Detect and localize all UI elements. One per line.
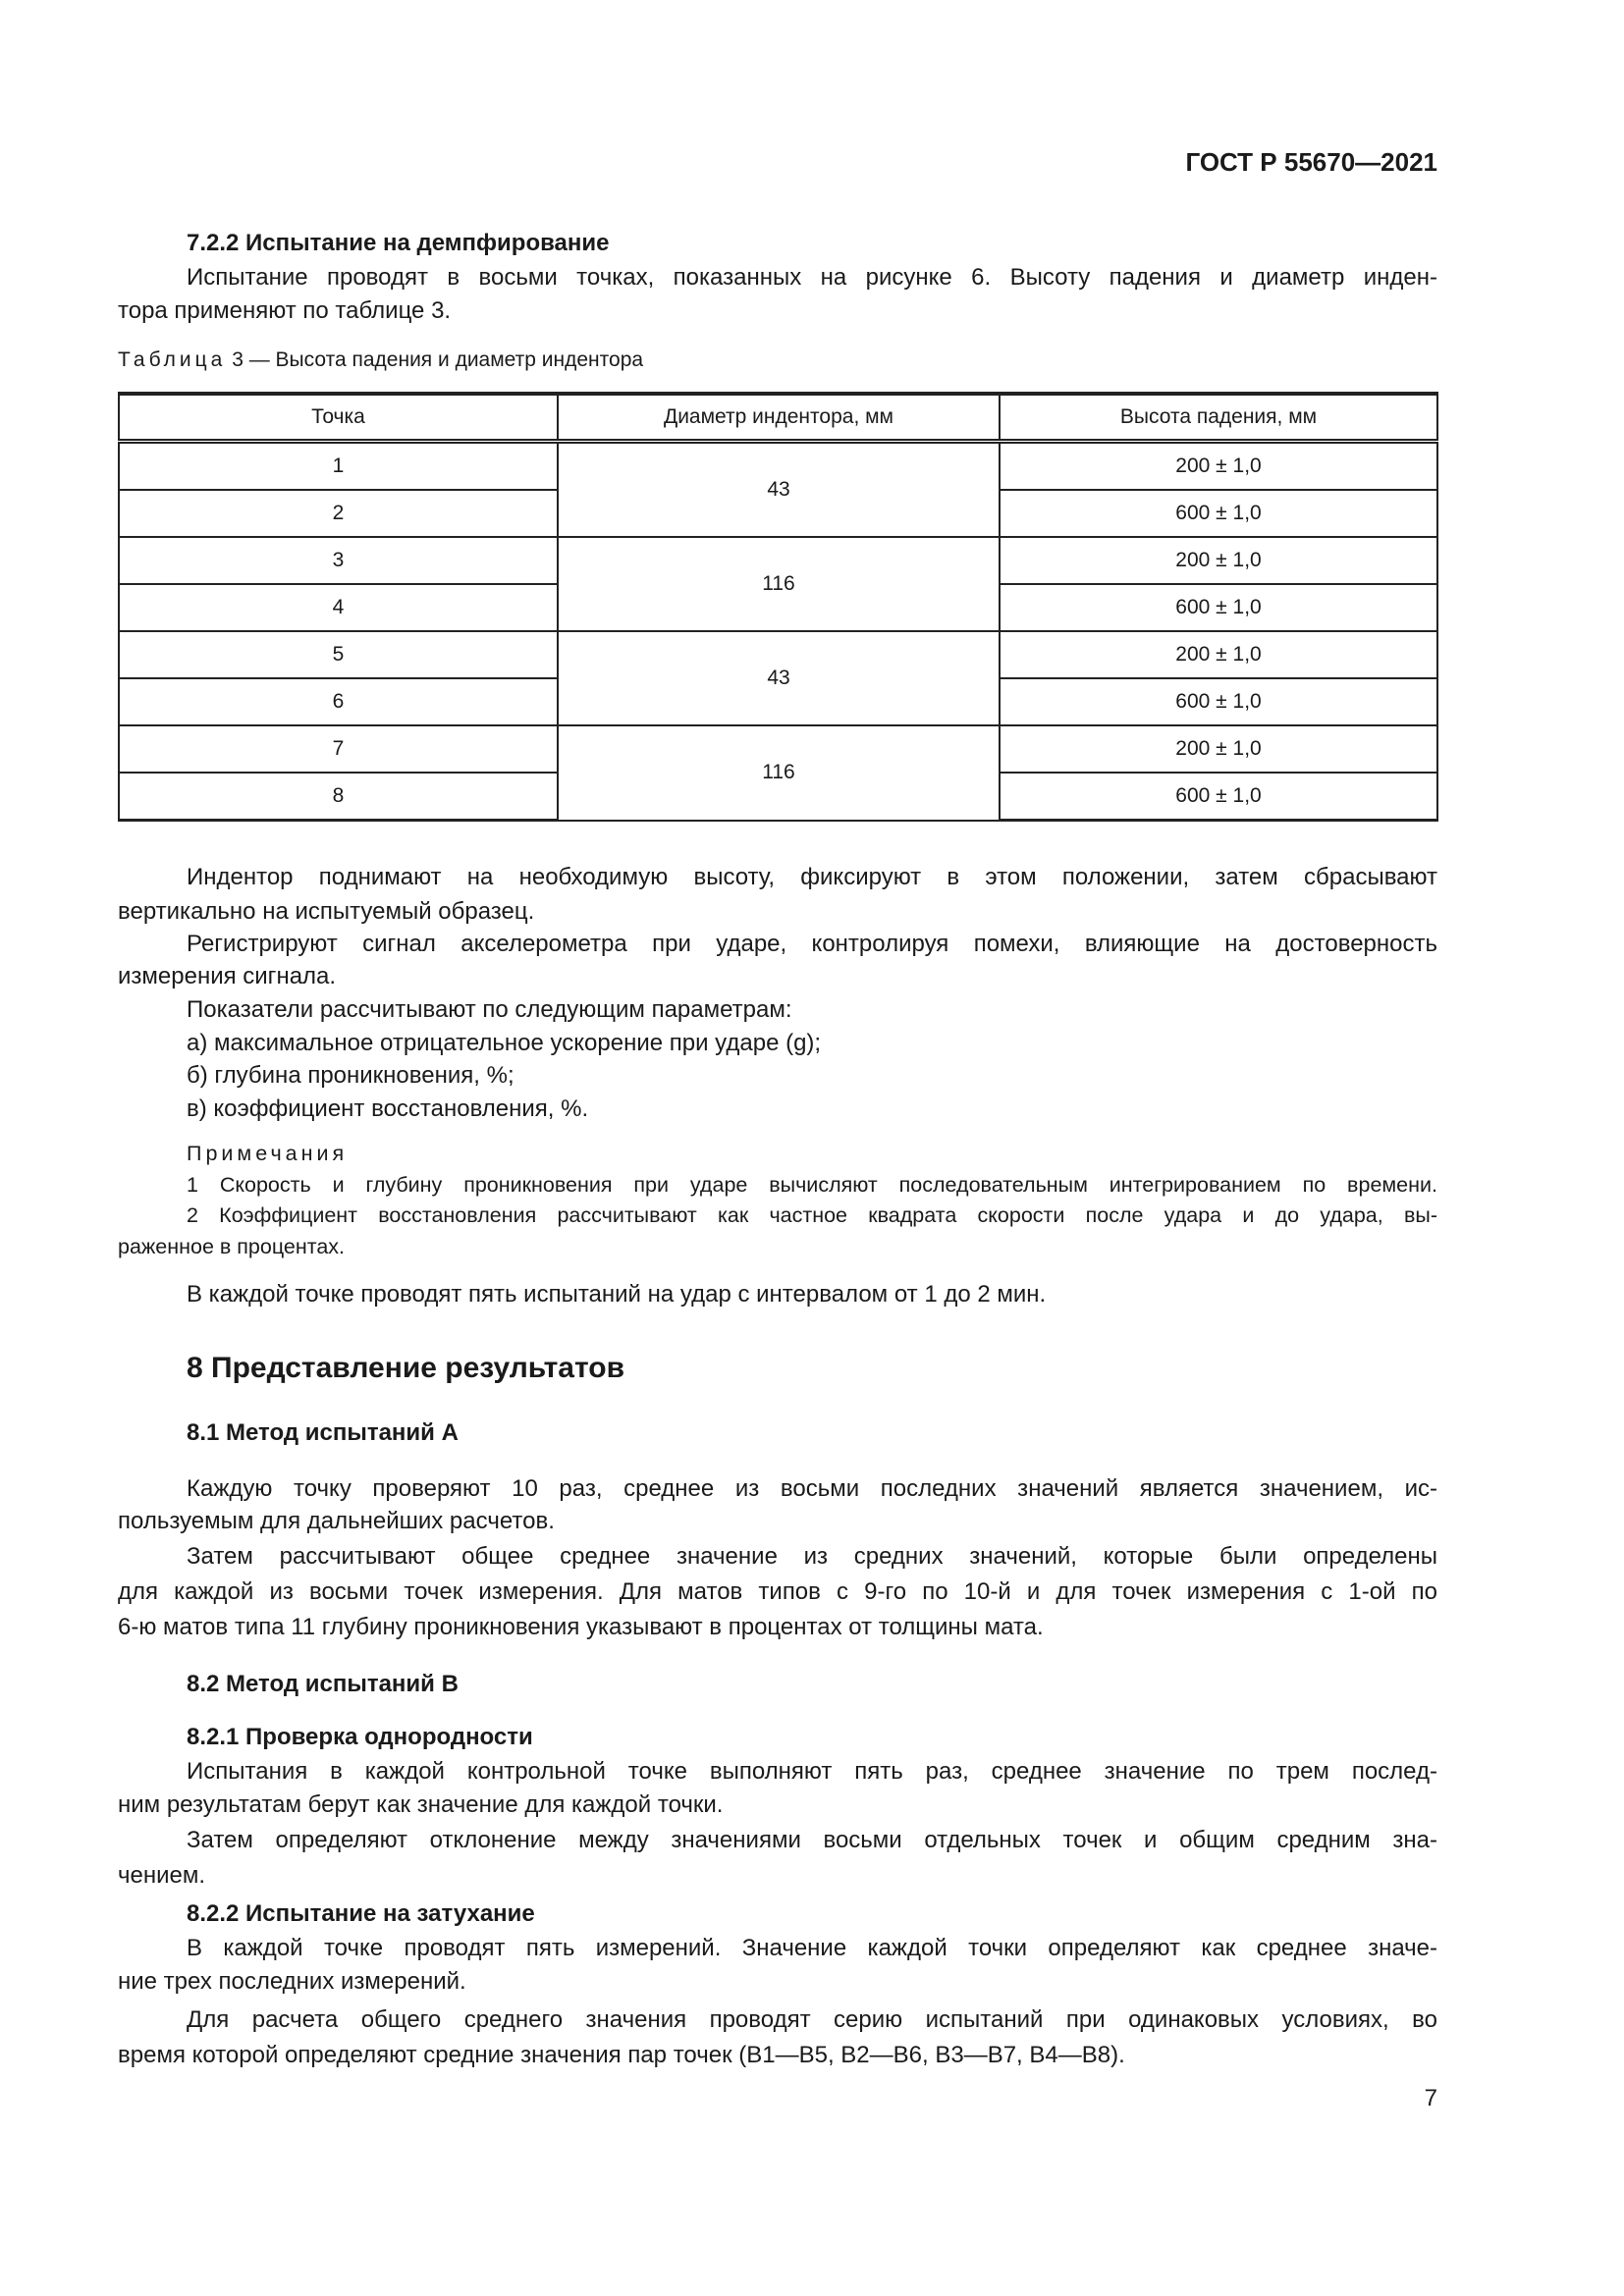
- paragraph-line: пользуемым для дальнейших расчетов.: [118, 1508, 555, 1534]
- table-row: 6 600 ± 1,0: [119, 678, 1437, 725]
- paragraph-line: время которой определяют средние значения пар точек (В1—В5, В2—В6, В3—В7, В4—В8).: [118, 2042, 1125, 2068]
- table-row: 1 43 200 ± 1,0: [119, 442, 1437, 491]
- paragraph-line: Индентор поднимают на необходимую высоту, фиксируют в этом положении, затем сбрасывают: [187, 864, 1437, 890]
- section-8-heading: 8 Представление результатов: [187, 1352, 625, 1384]
- column-header: Высота падения, мм: [1000, 394, 1437, 442]
- paragraph: [118, 861, 1437, 929]
- paragraph-line: ним результатам берут как значение для каждой точки.: [118, 1791, 724, 1818]
- note: 2 Коэффициент восстановления рассчитывают как частное квадрата скорости после удара и до удара, вы-: [187, 1203, 1437, 1227]
- table-row: 5 43 200 ± 1,0: [119, 631, 1437, 678]
- notes: [118, 1139, 1437, 1262]
- section-heading: 8.2.1 Проверка однородности: [187, 1724, 533, 1750]
- list-item: б) глубина проникновения, %;: [187, 1062, 514, 1090]
- note: раженное в процентах.: [118, 1234, 346, 1258]
- paragraph: [118, 1472, 1437, 1537]
- section-heading: 8.2.2 Испытание на затухание: [187, 1900, 535, 1927]
- paragraph-line: чением.: [118, 1862, 206, 1889]
- paragraph-line: 6-ю матов типа 11 глубину проникновения указывают в процентах от толщины мата.: [118, 1614, 1044, 1640]
- section-heading: 7.2.2 Испытание на демпфирование: [187, 230, 610, 256]
- table-row: 2 600 ± 1,0: [119, 490, 1437, 537]
- paragraph-line: тора применяют по таблице 3.: [118, 297, 452, 324]
- parameter-list: [118, 993, 1437, 1126]
- paragraph-line: Испытание проводят в восьми точках, показанных на рисунке 6. Высоту падения и диаметр инден-: [187, 263, 1437, 291]
- document-id: ГОСТ Р 55670—2021: [1185, 147, 1437, 177]
- page-number: 7: [1424, 2085, 1437, 2111]
- paragraph-line: В каждой точке проводят пять испытаний на удар с интервалом от 1 до 2 мин.: [187, 1281, 1047, 1308]
- table-row: 4 600 ± 1,0: [119, 584, 1437, 631]
- paragraph-line: В каждой точке проводят пять измерений. Значение каждой точки определяют как среднее значе-: [187, 1934, 1437, 1961]
- table-row: 7 116 200 ± 1,0: [119, 725, 1437, 773]
- table-caption: Таблица 3 — Высота падения и диаметр индентора: [118, 348, 644, 371]
- paragraph-line: Затем определяют отклонение между значениями восьми отдельных точек и общим средним зна-: [187, 1827, 1437, 1853]
- notes-title: Примечания: [187, 1142, 349, 1165]
- section-7-2-2: [118, 227, 1437, 329]
- table-drop-height-indentor: [118, 392, 1438, 822]
- section-8-2-heading: 8.2 Метод испытаний В: [187, 1671, 459, 1697]
- table-row: 3 116 200 ± 1,0: [119, 537, 1437, 584]
- column-header: Диаметр индентора, мм: [558, 394, 1000, 442]
- table-row: 8 600 ± 1,0: [119, 773, 1437, 821]
- list-item: в) коэффициент восстановления, %.: [187, 1095, 589, 1123]
- note: 1 Скорость и глубину проникновения при ударе вычисляют последовательным интегрированием по времени.: [187, 1172, 1437, 1197]
- paragraph: [118, 1823, 1437, 1894]
- paragraph: [118, 2002, 1437, 2073]
- paragraph: [118, 1278, 1437, 1312]
- section-8-2-2: [118, 1897, 1437, 2000]
- paragraph-line: Затем рассчитывают общее среднее значение из средних значений, которые были определены: [187, 1543, 1437, 1570]
- paragraph-line: Показатели рассчитывают по следующим параметрам:: [187, 996, 792, 1023]
- list-item: а) максимальное отрицательное ускорение при ударе (g);: [187, 1029, 822, 1056]
- paragraph-line: Каждую точку проверяют 10 раз, среднее из восьми последних значений является значением, ис-: [187, 1475, 1437, 1502]
- paragraph: [118, 928, 1437, 992]
- paragraph-line: для каждой из восьми точек измерения. Для матов типов с 9-го по 10-й и для точек измерения с 1-ой по: [118, 1578, 1437, 1605]
- column-header: Точка: [119, 394, 558, 442]
- section-8-1-heading: 8.1 Метод испытаний А: [187, 1419, 459, 1446]
- paragraph-line: вертикально на испытуемый образец.: [118, 897, 535, 925]
- paragraph-line: измерения сигнала.: [118, 963, 337, 989]
- paragraph-line: ние трех последних измерений.: [118, 1968, 466, 1995]
- paragraph-line: Регистрируют сигнал акселерометра при ударе, контролируя помехи, влияющие на достоверность: [187, 931, 1437, 957]
- section-8-2-1: [118, 1721, 1437, 1823]
- paragraph-line: Для расчета общего среднего значения проводят серию испытаний при одинаковых условиях, во: [187, 2006, 1437, 2033]
- paragraph-line: Испытания в каждой контрольной точке выполняют пять раз, среднее значение по трем послед-: [187, 1757, 1437, 1785]
- paragraph: [118, 1539, 1437, 1645]
